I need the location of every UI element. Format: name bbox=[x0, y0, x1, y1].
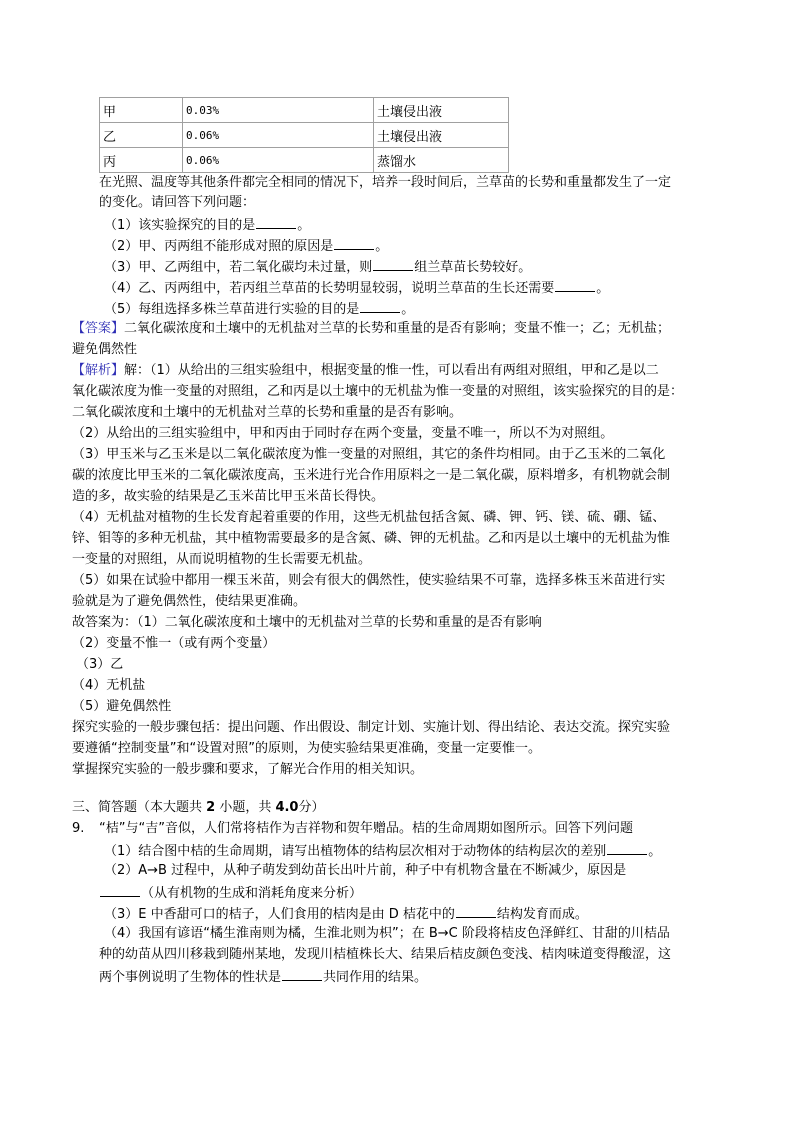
table-row bbox=[100, 148, 509, 173]
table-cell: 0.03% bbox=[183, 98, 374, 123]
analysis-line: 二氧化碳浓度和土壤中的无机盐对兰草的长势和重量的是否有影响。 bbox=[72, 405, 463, 420]
table-cell: 乙 bbox=[100, 123, 183, 148]
analysis-line: 验就是为了避免偶然性，使结果更准确。 bbox=[72, 594, 307, 609]
answer-tag: 【答案】 bbox=[72, 321, 125, 336]
table-cell: 0.06% bbox=[183, 123, 374, 148]
analysis-line: 探究实验的一般步骤包括：提出问题、作出假设、制定计划、实施计划、得出结论、表达交流。探究实验 bbox=[72, 720, 671, 735]
q8-subquestion-2: （2）甲、丙两组不能形成对照的原因是 。 bbox=[104, 235, 388, 255]
analysis-line: 【解析】解：（1）从给出的三组实验组中，根据变量的惟一性，可以看出有两组对照组，甲和乙是以二 bbox=[72, 363, 659, 378]
answer-blank bbox=[555, 277, 595, 292]
analysis-line: （2）变量不惟一（或有两个变量） bbox=[72, 636, 276, 651]
q9-subquestion-4-cont: 种的幼苗从四川移栽到随州某地，发现川桔植株长大、结果后桔皮颜色变浅、桔肉味道变得酸涩，这 bbox=[99, 947, 672, 962]
answer-blank bbox=[256, 214, 296, 229]
q9-subquestion-3: （3）E 中香甜可口的桔子，人们食用的桔肉是由 D 桔花中的 结构发育而成。 bbox=[104, 903, 588, 923]
analysis-line: 锌、钼等的多种无机盐，其中植物需要最多的是含氮、磷、钾的无机盐。乙和丙是以土壤中的无机盐为惟 bbox=[72, 531, 671, 546]
table-cell: 0.06% bbox=[183, 148, 374, 173]
answer-blank bbox=[282, 966, 322, 981]
experiment-table bbox=[99, 97, 509, 173]
q8-subquestion-3: （3）甲、乙两组中，若二氧化碳均未过量，则 组兰草苗长势较好。 bbox=[104, 256, 531, 276]
q8-intro-line: 在光照、温度等其他条件都完全相同的情况下，培养一段时间后，兰草苗的长势和重量都发生了一定 bbox=[99, 175, 672, 190]
table-cell: 土壤侵出液 bbox=[374, 123, 509, 148]
answer-blank bbox=[360, 298, 400, 313]
q9-number: 9. bbox=[72, 821, 85, 836]
analysis-line: 一变量的对照组，从而说明植物的生长需要无机盐。 bbox=[72, 552, 372, 567]
analysis-line: 碳的浓度比甲玉米的二氧化碳浓度高，玉米进行光合作用原料之一是二氧化碳，原料增多，有机物就会制 bbox=[72, 468, 671, 483]
analysis-tag: 【解析】 bbox=[72, 363, 125, 378]
analysis-line: （3）甲玉米与乙玉米是以二氧化碳浓度为惟一变量的对照组，其它的条件均相同。由于乙玉米的二氧化 bbox=[72, 447, 666, 462]
q9-subquestion-1: （1）结合图中桔的生命周期，请写出植物体的结构层次相对于动物体的结构层次的差别 。 bbox=[104, 840, 661, 860]
analysis-line: （5）如果在试验中都用一棵玉米苗，则会有很大的偶然性，使实验结果不可靠，选择多株玉米苗进行实 bbox=[72, 573, 666, 588]
analysis-line: 造的多，故实验的结果是乙玉米苗比甲玉米苗长得快。 bbox=[72, 489, 385, 504]
analysis-line: （3）乙 bbox=[76, 657, 124, 672]
answer-blank bbox=[100, 882, 140, 897]
q9-subquestion-4-cont: 两个事例说明了生物体的性状是 共同作用的结果。 bbox=[99, 966, 427, 986]
analysis-line: （4）无机盐对植物的生长发育起着重要的作用，这些无机盐包括含氮、磷、钾、钙、镁、硫、硼、锰、 bbox=[72, 510, 666, 525]
answer-blank bbox=[607, 840, 647, 855]
q9-subquestion-2-cont: （从有机物的生成和消耗角度来分析） bbox=[99, 882, 362, 902]
analysis-line: 氧化碳浓度为惟一变量的对照组，乙和丙是以土壤中的无机盐为惟一变量的对照组，该实验探究的目的是： bbox=[72, 384, 684, 399]
q8-subquestion-5: （5）每组选择多株兰草苗进行实验的目的是 。 bbox=[104, 298, 414, 318]
answer-blank bbox=[334, 235, 374, 250]
analysis-line: 要遵循“控制变量”和“设置对照”的原则，为使实验结果更准确，变量一定要惟一。 bbox=[72, 741, 541, 756]
analysis-line: （2）从给出的三组实验组中，甲和丙由于同时存在两个变量，变量不唯一，所以不为对照组。 bbox=[72, 426, 614, 441]
table-cell: 蒸馏水 bbox=[374, 148, 509, 173]
table-row bbox=[100, 123, 509, 148]
q9-subquestion-4: （4）我国有谚语“橘生淮南则为橘，生淮北则为枳”；在 B→C 阶段将桔皮色泽鲜红、甘甜的川桔品 bbox=[104, 926, 670, 941]
section-heading: 三、简答题（本大题共 2 小题，共 4.0分） bbox=[72, 800, 325, 815]
q9-stem: “桔”与“吉”音似，人们常将桔作为吉祥物和贺年赠品。桔的生命周期如图所示。回答下列问题 bbox=[99, 821, 633, 836]
answer-line: 避免偶然性 bbox=[72, 342, 138, 357]
analysis-line: （4）无机盐 bbox=[72, 678, 146, 693]
answer-blank bbox=[373, 256, 413, 271]
table-cell: 土壤侵出液 bbox=[374, 98, 509, 123]
answer-line: 【答案】二氧化碳浓度和土壤中的无机盐对兰草的长势和重量的是否有影响；变量不惟一；乙；无机盐； bbox=[72, 321, 671, 336]
analysis-line: 掌握探究实验的一般步骤和要求，了解光合作用的相关知识。 bbox=[72, 762, 424, 777]
table-cell: 丙 bbox=[100, 148, 183, 173]
answer-blank bbox=[456, 903, 496, 918]
analysis-line: 故答案为：（1）二氧化碳浓度和土壤中的无机盐对兰草的长势和重量的是否有影响 bbox=[72, 615, 542, 630]
table-row bbox=[100, 98, 509, 123]
analysis-line: （5）避免偶然性 bbox=[72, 699, 172, 714]
q9-subquestion-2: （2）A→B 过程中，从种子萌发到幼苗长出叶片前，种子中有机物含量在不断减少，原因是 bbox=[104, 863, 627, 878]
table-cell: 甲 bbox=[100, 98, 183, 123]
q8-subquestion-1: （1）该实验探究的目的是 。 bbox=[104, 214, 310, 234]
q8-intro-line: 的变化。请回答下列问题： bbox=[99, 195, 256, 210]
q8-subquestion-4: （4）乙、丙两组中，若丙组兰草苗的长势明显较弱，说明兰草苗的生长还需要 。 bbox=[104, 277, 609, 297]
